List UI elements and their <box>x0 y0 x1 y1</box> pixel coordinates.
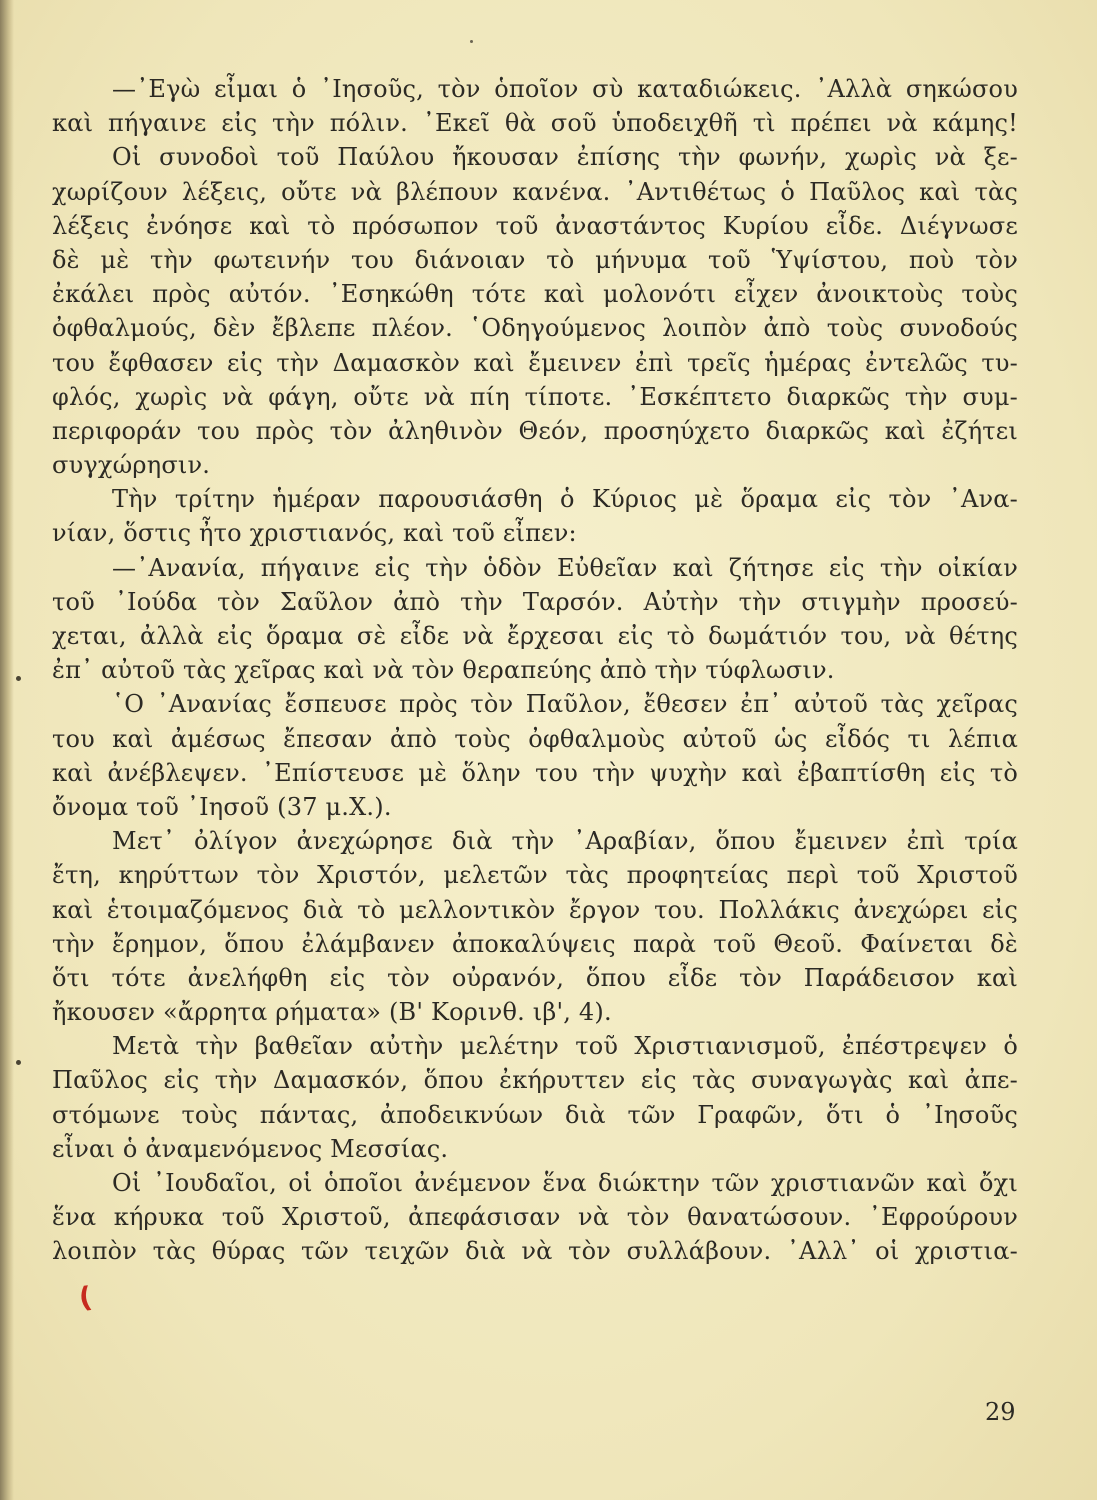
text-line: ἤκουσεν «ἄρρητα ρήματα» (Β' Κορινθ. ιβ', 4). <box>52 998 612 1027</box>
text-line: ἔτη, κηρύττων τὸν Χριστόν, μελετῶν τὰς προφητείας περὶ τοῦ Χριστοῦ <box>52 861 1018 890</box>
text-line: Παῦλος εἰς τὴν Δαμασκόν, ὅπου ἐκήρυττεν εἰς τὰς συναγωγὰς καὶ ἀπε- <box>52 1066 1018 1095</box>
text-line: Οἱ ᾿Ιουδαῖοι, οἱ ὁποῖοι ἀνέμενον ἕνα διώκτην τῶν χριστιανῶν καὶ ὄχι <box>112 1169 1018 1197</box>
text-line: ῾Ο ᾿Ανανίας ἔσπευσε πρὸς τὸν Παῦλον, ἔθεσεν ἐπ᾿ αὐτοῦ τὰς χεῖρας <box>112 690 1018 719</box>
text-line: φλός, χωρὶς νὰ φάγη, οὔτε νὰ πίη τίποτε. ᾿Εσκέπτετο διαρκῶς τὴν συμ- <box>52 382 1018 411</box>
speck <box>470 40 473 43</box>
red-margin-mark: ( <box>76 1280 95 1315</box>
text-line: δὲ μὲ τὴν φωτεινήν του διάνοιαν τὸ μήνυμα τοῦ Ὑψίστου, ποὺ τὸν <box>52 245 1018 274</box>
text-line: ἕνα κήρυκα τοῦ Χριστοῦ, ἀπεφάσισαν νὰ τὸν θανατώσουν. ᾿Εφρούρουν <box>52 1203 1018 1232</box>
margin-dot <box>16 1060 21 1065</box>
margin-dot <box>16 676 21 681</box>
text-line: λοιπὸν τὰς θύρας τῶν τειχῶν διὰ νὰ τὸν συλλάβουν. ᾿Αλλ᾿ οἱ χριστια- <box>52 1237 1018 1266</box>
text-line: χωρίζουν λέξεις, οὔτε νὰ βλέπουν κανένα. ᾿Αντιθέτως ὁ Παῦλος καὶ τὰς <box>52 177 1018 206</box>
text-line: συγχώρησιν. <box>52 451 211 480</box>
text-line: λέξεις ἐνόησε καὶ τὸ πρόσωπον τοῦ ἀναστάντος Κυρίου εἶδε. Διέγνωσε <box>52 211 1018 240</box>
body-text <box>52 72 1018 1269</box>
text-line: καὶ ἑτοιμαζόμενος διὰ τὸ μελλοντικὸν ἔργον του. Πολλάκις ἀνεχώρει εἰς <box>52 895 1018 924</box>
text-line: —᾿Ανανία, πήγαινε εἰς τὴν ὁδὸν Εὐθεῖαν καὶ ζήτησε εἰς τὴν οἰκίαν <box>112 553 1018 582</box>
text-line: ὄνομα τοῦ ᾿Ιησοῦ (37 μ.Χ.). <box>52 792 392 821</box>
text-line: περιφοράν του πρὸς τὸν ἀληθινὸν Θεόν, προσηύχετο διαρκῶς καὶ ἐζήτει <box>52 416 1018 445</box>
text-line: του καὶ ἀμέσως ἔπεσαν ἀπὸ τοὺς ὀφθαλμοὺς αὐτοῦ ὡς εἶδός τι λέπια <box>52 724 1018 753</box>
text-line: του ἔφθασεν εἰς τὴν Δαμασκὸν καὶ ἔμεινεν ἐπὶ τρεῖς ἡμέρας ἐντελῶς τυ- <box>52 348 1018 377</box>
page-number: 29 <box>985 1398 1016 1426</box>
text-line: εἶναι ὁ ἀναμενόμενος Μεσσίας. <box>52 1134 449 1163</box>
text-line: —᾿Εγὼ εἶμαι ὁ ᾿Ιησοῦς, τὸν ὁποῖον σὺ καταδιώκεις. ᾿Αλλὰ σηκώσου <box>112 75 1018 103</box>
text-line: Τὴν τρίτην ἡμέραν παρουσιάσθη ὁ Κύριος μὲ ὅραμα εἰς τὸν ᾿Ανα- <box>112 485 1018 514</box>
text-line: χεται, ἀλλὰ εἰς ὅραμα σὲ εἶδε νὰ ἔρχεσαι εἰς τὸ δωμάτιόν του, νὰ θέτης <box>52 622 1018 650</box>
text-line: καὶ ἀνέβλεψεν. ᾿Επίστευσε μὲ ὅλην του τὴν ψυχὴν καὶ ἐβαπτίσθη εἰς τὸ <box>52 758 1018 787</box>
text-line: τοῦ ᾿Ιούδα τὸν Σαῦλον ἀπὸ τὴν Ταρσόν. Αὐτὴν τὴν στιγμὴν προσεύ- <box>52 587 1018 616</box>
text-line: Μετὰ τὴν βαθεῖαν αὐτὴν μελέτην τοῦ Χριστιανισμοῦ, ἐπέστρεψεν ὁ <box>112 1032 1018 1061</box>
text-line: Οἱ συνοδοὶ τοῦ Παύλου ἤκουσαν ἐπίσης τὴν φωνήν, χωρὶς νὰ ξε- <box>112 143 1018 172</box>
text-line: στόμωνε τοὺς πάντας, ἀποδεικνύων διὰ τῶν Γραφῶν, ὅτι ὁ ᾿Ιησοῦς <box>52 1100 1018 1129</box>
text-line: Μετ᾿ ὀλίγον ἀνεχώρησε διὰ τὴν ᾿Αραβίαν, ὅπου ἔμεινεν ἐπὶ τρία <box>112 827 1018 856</box>
text-line: ὀφθαλμούς, δὲν ἔβλεπε πλέον. ῾Οδηγούμενος λοιπὸν ἀπὸ τοὺς συνοδούς <box>52 314 1018 343</box>
text-line: καὶ πήγαινε εἰς τὴν πόλιν. ᾿Εκεῖ θὰ σοῦ ὑποδειχθῆ τὶ πρέπει νὰ κάμης! <box>52 109 1018 138</box>
text-line: νίαν, ὅστις ἦτο χριστιανός, καὶ τοῦ εἶπεν: <box>52 519 577 548</box>
text-line: τὴν ἔρημον, ὅπου ἐλάμβανεν ἀποκαλύψεις παρὰ τοῦ Θεοῦ. Φαίνεται δὲ <box>52 929 1018 958</box>
text-line: ἐκάλει πρὸς αὐτόν. ᾿Εσηκώθη τότε καὶ μολονότι εἶχεν ἀνοικτοὺς τοὺς <box>52 280 1018 309</box>
binding-edge <box>0 0 14 1500</box>
text-line: ἐπ᾿ αὐτοῦ τὰς χεῖρας καὶ νὰ τὸν θεραπεύης ἀπὸ τὴν τύφλωσιν. <box>52 656 835 685</box>
text-line: ὅτι τότε ἀνελήφθη εἰς τὸν οὐρανόν, ὅπου εἶδε τὸν Παράδεισον καὶ <box>52 963 1018 992</box>
